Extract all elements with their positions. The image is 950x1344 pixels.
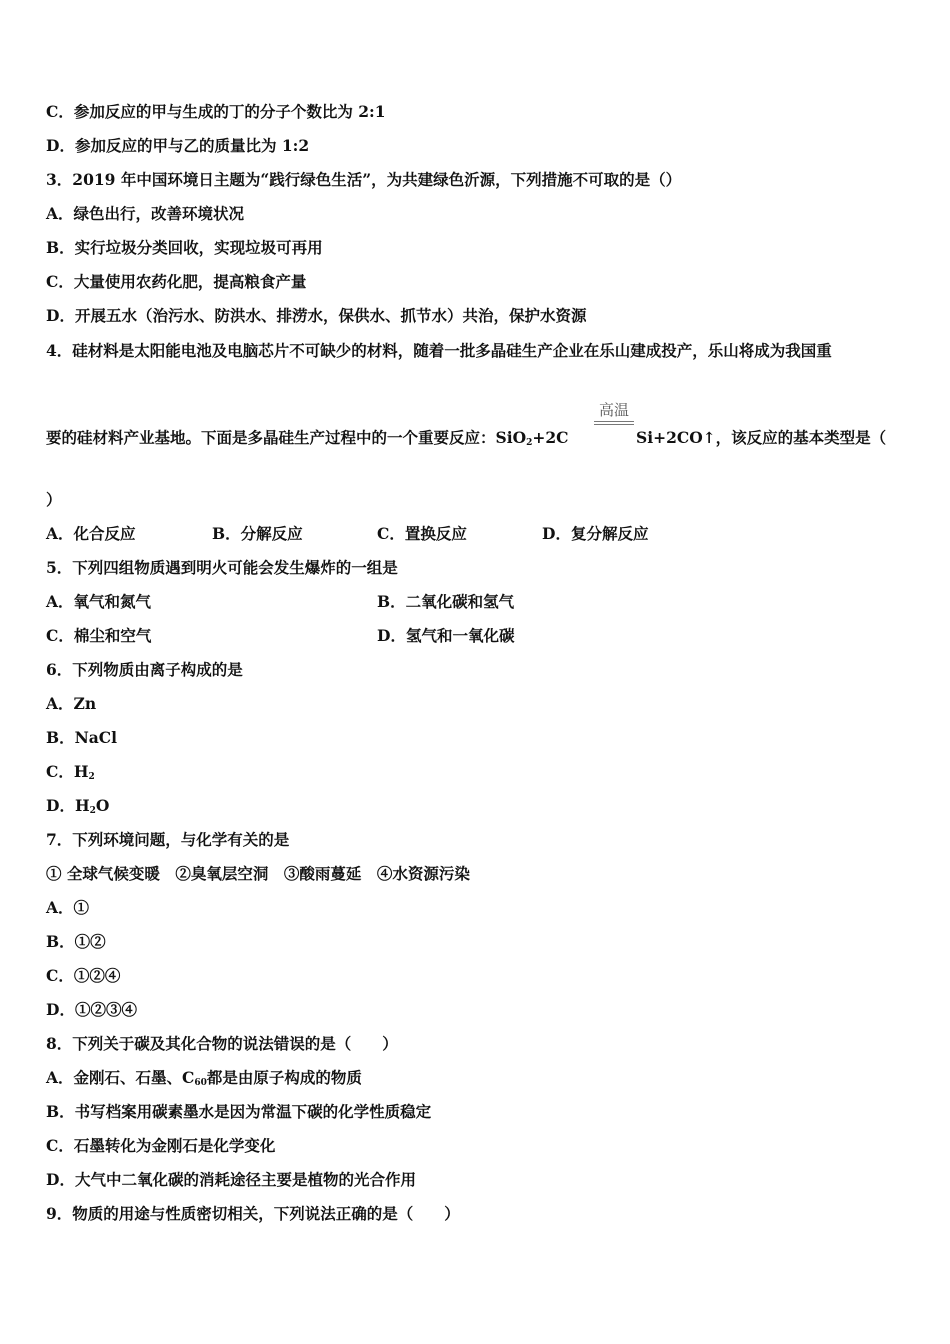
q4-equation-right: Si+2CO↑，该反应的基本类型是（ <box>636 428 887 447</box>
q3-option-b: B．实行垃圾分类回收，实现垃圾可再用 <box>46 238 323 257</box>
q9-stem: 9．物质的用途与性质密切相关，下列说法正确的是（ ） <box>46 1204 460 1223</box>
q8-option-b: B．书写档案用碳素墨水是因为常温下碳的化学性质稳定 <box>46 1102 432 1121</box>
q4-option-d: D．复分解反应 <box>542 524 649 543</box>
q7-option-c: C．①②④ <box>46 966 121 985</box>
q4-reaction-condition <box>594 401 634 425</box>
q3-option-a: A．绿色出行，改善环境状况 <box>46 204 245 223</box>
q2-option-c: C．参加反应的甲与生成的丁的分子个数比为 2:1 <box>46 102 386 121</box>
q5-option-a: A．氧气和氮气 <box>46 592 152 611</box>
q6-stem: 6．下列物质由离子构成的是 <box>46 660 243 679</box>
q6-option-b: B．NaCl <box>46 728 118 747</box>
q6-option-d: D．$H_2O$ <box>46 796 110 816</box>
q3-option-c: C．大量使用农药化肥，提高粮食产量 <box>46 272 307 291</box>
q7-stem: 7．下列环境问题，与化学有关的是 <box>46 830 290 849</box>
q7-option-b: B．①② <box>46 932 106 951</box>
q5-stem: 5．下列四组物质遇到明火可能会发生爆炸的一组是 <box>46 558 398 577</box>
q4-stem-text: 要的硅材料产业基地。下面是多晶硅生产过程中的一个重要反应： <box>46 428 496 447</box>
q6-option-a: A．Zn <box>46 694 97 713</box>
q7-option-a: A．① <box>46 898 90 917</box>
q8-option-c: C．石墨转化为金刚石是化学变化 <box>46 1136 276 1155</box>
q7-items: ① 全球气候变暖 ②臭氧层空洞 ③酸雨蔓延 ④水资源污染 <box>46 864 470 883</box>
q8-stem: 8．下列关于碳及其化合物的说法错误的是（ ） <box>46 1034 398 1053</box>
q7-option-d: D．①②③④ <box>46 1000 137 1019</box>
q4-stem-line1: 4．硅材料是太阳能电池及电脑芯片不可缺少的材料，随着一批多晶硅生产企业在乐山建成投产，乐山将成为我国重 <box>46 341 832 360</box>
q8-option-d: D．大气中二氧化碳的消耗途径主要是植物的光合作用 <box>46 1170 416 1189</box>
q4-option-c: C．置换反应 <box>377 524 467 543</box>
q8-option-a: A．金刚石、石墨、$C_{60}$都是由原子构成的物质 <box>46 1068 362 1088</box>
q6-option-c: C．$H_2$ <box>46 762 95 782</box>
q3-option-d: D．开展五水（治污水、防洪水、排涝水，保供水、抓节水）共治，保护水资源 <box>46 306 587 325</box>
q4-option-b: B．分解反应 <box>212 524 303 543</box>
equals-sign-top <box>594 421 634 422</box>
q4-equation-left: SiO$_2$+2C <box>495 428 569 448</box>
equals-sign-bottom <box>594 424 634 425</box>
high-temperature-label: 高温 <box>598 401 629 419</box>
q5-option-b: B．二氧化碳和氢气 <box>377 592 515 611</box>
q4-option-a: A．化合反应 <box>46 524 136 543</box>
q4-stem-line2 <box>46 428 568 453</box>
q4-stem-line3: ） <box>46 490 62 509</box>
q2-option-d: D．参加反应的甲与乙的质量比为 1:2 <box>46 136 310 155</box>
q3-stem: 3．2019 年中国环境日主题为“践行绿色生活”，为共建绿色沂源，下列措施不可取的是（） <box>46 170 682 189</box>
q5-option-d: D．氢气和一氧化碳 <box>377 626 515 645</box>
q5-option-c: C．棉尘和空气 <box>46 626 152 645</box>
